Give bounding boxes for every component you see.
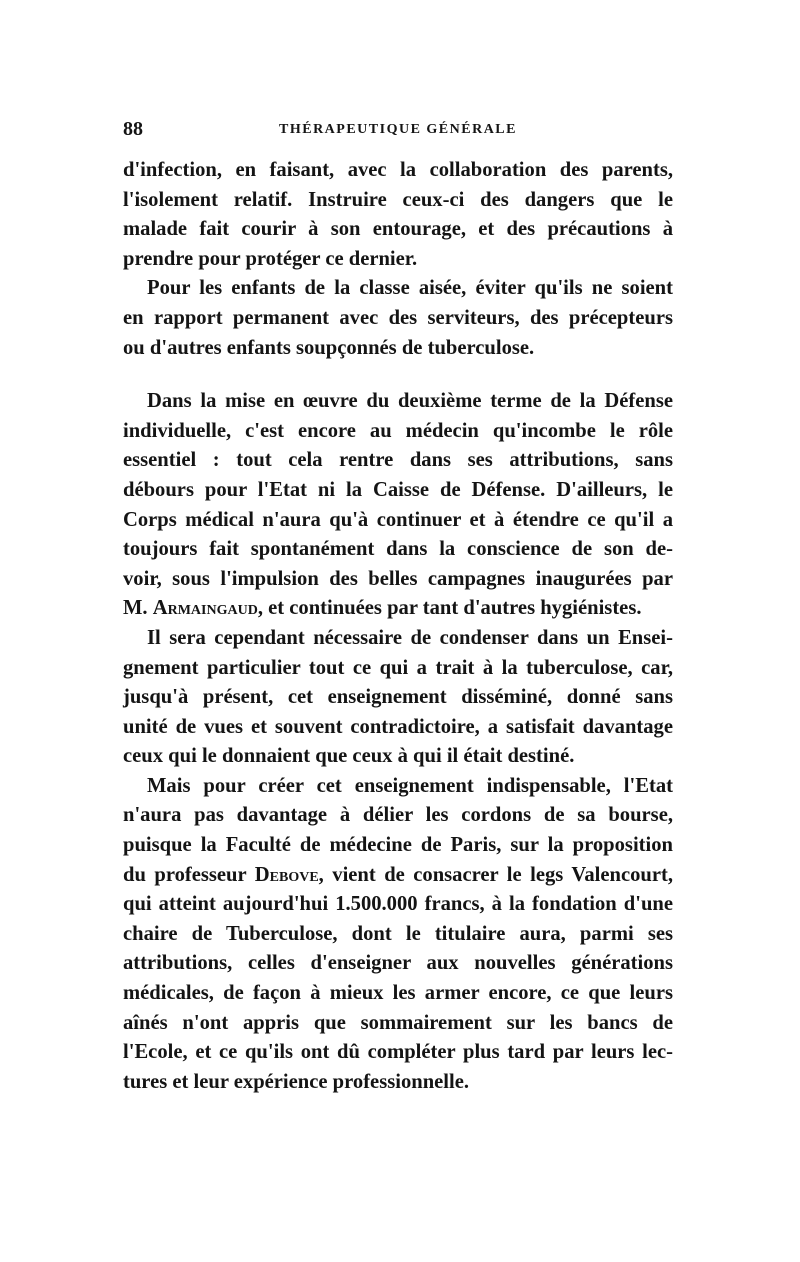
text-line: Pour les enfants de la classe aisée, éviter qu'ils ne soient (147, 277, 673, 300)
text-line: Corps médical n'aura qu'à continuer et à étendre ce qu'il a (123, 508, 673, 531)
running-head (123, 118, 673, 148)
text-fragment: du professeur (123, 863, 255, 886)
text-line: individuelle, c'est encore au médecin qu'incombe le rôle (123, 419, 673, 442)
body-text (123, 156, 673, 1097)
text-fragment: M. (123, 597, 153, 620)
text-fragment: , et continuées par tant d'autres hygiénistes. (257, 597, 642, 620)
text-line: voir, sous l'impulsion des belles campagnes inaugurées par (123, 567, 673, 590)
text-line: ceux qui le donnaient que ceux à qui il était destiné. (123, 745, 575, 768)
text-fragment: , vient de consacrer le legs Valencourt, (318, 863, 673, 886)
text-line: qui atteint aujourd'hui 1.500.000 francs, à la fondation d'une (123, 893, 673, 916)
section-gap (123, 363, 673, 387)
text-line: ou d'autres enfants soupçonnés de tuberculose. (123, 336, 535, 359)
paragraph-3 (123, 387, 673, 624)
author-name-debove: Debove (254, 863, 319, 886)
text-line: unité de vues et souvent contradictoire, a satisfait davantage (123, 715, 673, 738)
page-number: 88 (123, 118, 143, 140)
paragraph-4 (123, 624, 673, 772)
text-line: l'Ecole, et ce qu'ils ont dû compléter plus tard par leurs lec- (123, 1041, 673, 1064)
text-line: puisque la Faculté de médecine de Paris, sur la proposition (123, 834, 673, 857)
text-line: jusqu'à présent, cet enseignement disséminé, donné sans (123, 686, 673, 709)
text-line: chaire de Tuberculose, dont le titulaire aura, parmi ses (123, 922, 673, 945)
text-line: prendre pour protéger ce dernier. (123, 247, 418, 270)
text-line: l'isolement relatif. Instruire ceux-ci des dangers que le (123, 188, 673, 211)
text-line: attributions, celles d'enseigner aux nouvelles générations (123, 952, 673, 975)
running-title: THÉRAPEUTIQUE GÉNÉRALE (279, 122, 517, 137)
text-line (123, 861, 673, 891)
paragraph-5 (123, 772, 673, 1098)
text-line: d'infection, en faisant, avec la collaboration des parents, (123, 159, 673, 181)
text-line: Dans la mise en œuvre du deuxième terme de la Défense (147, 390, 673, 413)
author-name-armaingaud: Armaingaud (152, 597, 258, 620)
text-line: Il sera cependant nécessaire de condenser dans un Ensei- (147, 626, 673, 649)
text-line: aînés n'ont appris que sommairement sur les bancs de (123, 1011, 673, 1034)
text-line: médicales, de façon à mieux les armer encore, ce que leurs (123, 982, 673, 1005)
paragraph-1 (123, 156, 673, 274)
book-page (123, 118, 673, 1097)
text-line: malade fait courir à son entourage, et des précautions à (123, 218, 673, 241)
text-line: en rapport permanent avec des serviteurs, des précepteurs (123, 306, 673, 329)
text-line: n'aura pas davantage à délier les cordons de sa bourse, (123, 804, 673, 827)
text-line: gnement particulier tout ce qui a trait à la tuberculose, car, (123, 656, 673, 679)
text-line: tures et leur expérience professionnelle. (123, 1070, 470, 1093)
text-line: essentiel : tout cela rentre dans ses attributions, sans (123, 449, 673, 472)
text-line (123, 594, 673, 624)
text-line: débours pour l'Etat ni la Caisse de Défense. D'ailleurs, le (123, 478, 673, 501)
text-line: toujours fait spontanément dans la conscience de son de- (123, 538, 673, 561)
text-line: Mais pour créer cet enseignement indispensable, l'Etat (147, 774, 673, 797)
paragraph-2 (123, 274, 673, 363)
